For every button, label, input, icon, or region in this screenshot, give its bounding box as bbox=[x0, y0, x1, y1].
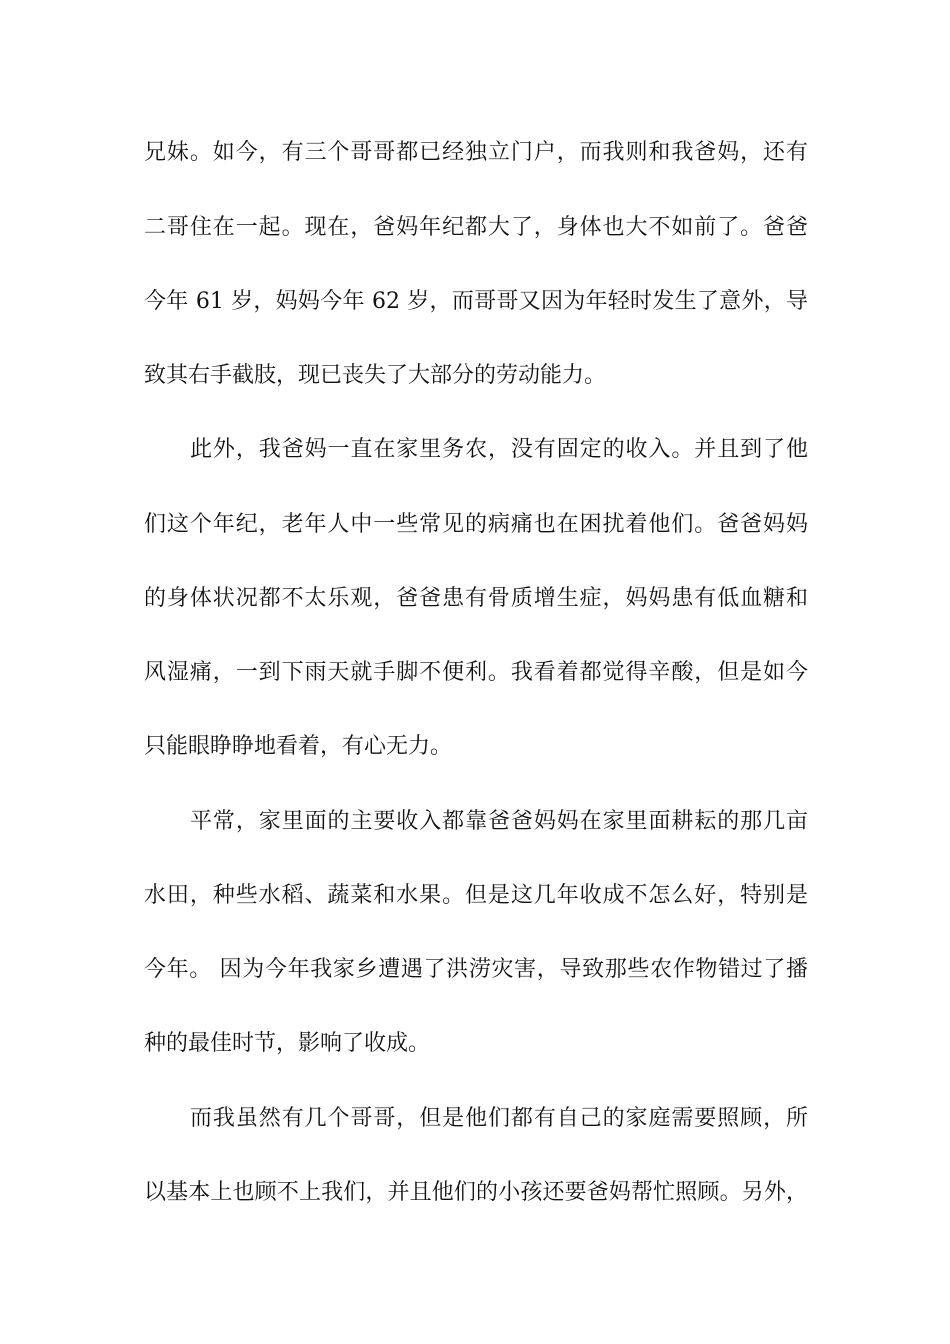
text-line: 以基本上也顾不上我们，并且他们的小孩还要爸妈帮忙照顾。另外， bbox=[144, 1180, 808, 1205]
text-line: 种的最佳时节，影响了收成。 bbox=[144, 1031, 431, 1056]
text-line: 兄妹。如今，有三个哥哥都已经独立门户，而我则和我爸妈，还有 bbox=[144, 140, 808, 165]
text-line: 的身体状况都不太乐观，爸爸患有骨质增生症，妈妈患有低血糖和 bbox=[144, 586, 808, 611]
text-line: 今年 61 岁，妈妈今年 62 岁，而哥哥又因为年轻时发生了意外，导 bbox=[144, 289, 808, 314]
text-line: 二哥住在一起。现在，爸妈年纪都大了，身体也大不如前了。爸爸 bbox=[144, 215, 808, 240]
paragraph-first-line: 平常，家里面的主要收入都靠爸爸妈妈在家里面耕耘的那几亩 bbox=[190, 809, 808, 834]
text-line: 今年。 因为今年我家乡遭遇了洪涝灾害，导致那些农作物错过了播 bbox=[144, 957, 808, 982]
paragraph-first-line: 而我虽然有几个哥哥，但是他们都有自己的家庭需要照顾，所 bbox=[190, 1106, 808, 1131]
text-line: 们这个年纪，老年人中一些常见的病痛也在困扰着他们。爸爸妈妈 bbox=[144, 512, 808, 537]
text-line: 致其右手截肢，现已丧失了大部分的劳动能力。 bbox=[144, 363, 607, 388]
text-line: 只能眼睁睁地看着，有心无力。 bbox=[144, 734, 453, 759]
paragraph-first-line: 此外，我爸妈一直在家里务农，没有固定的收入。并且到了他 bbox=[190, 437, 808, 462]
text-line: 风湿痛，一到下雨天就手脚不便利。我看着都觉得辛酸，但是如今 bbox=[144, 660, 808, 685]
text-line: 水田，种些水稻、蔬菜和水果。但是这几年收成不怎么好，特别是 bbox=[144, 883, 808, 908]
